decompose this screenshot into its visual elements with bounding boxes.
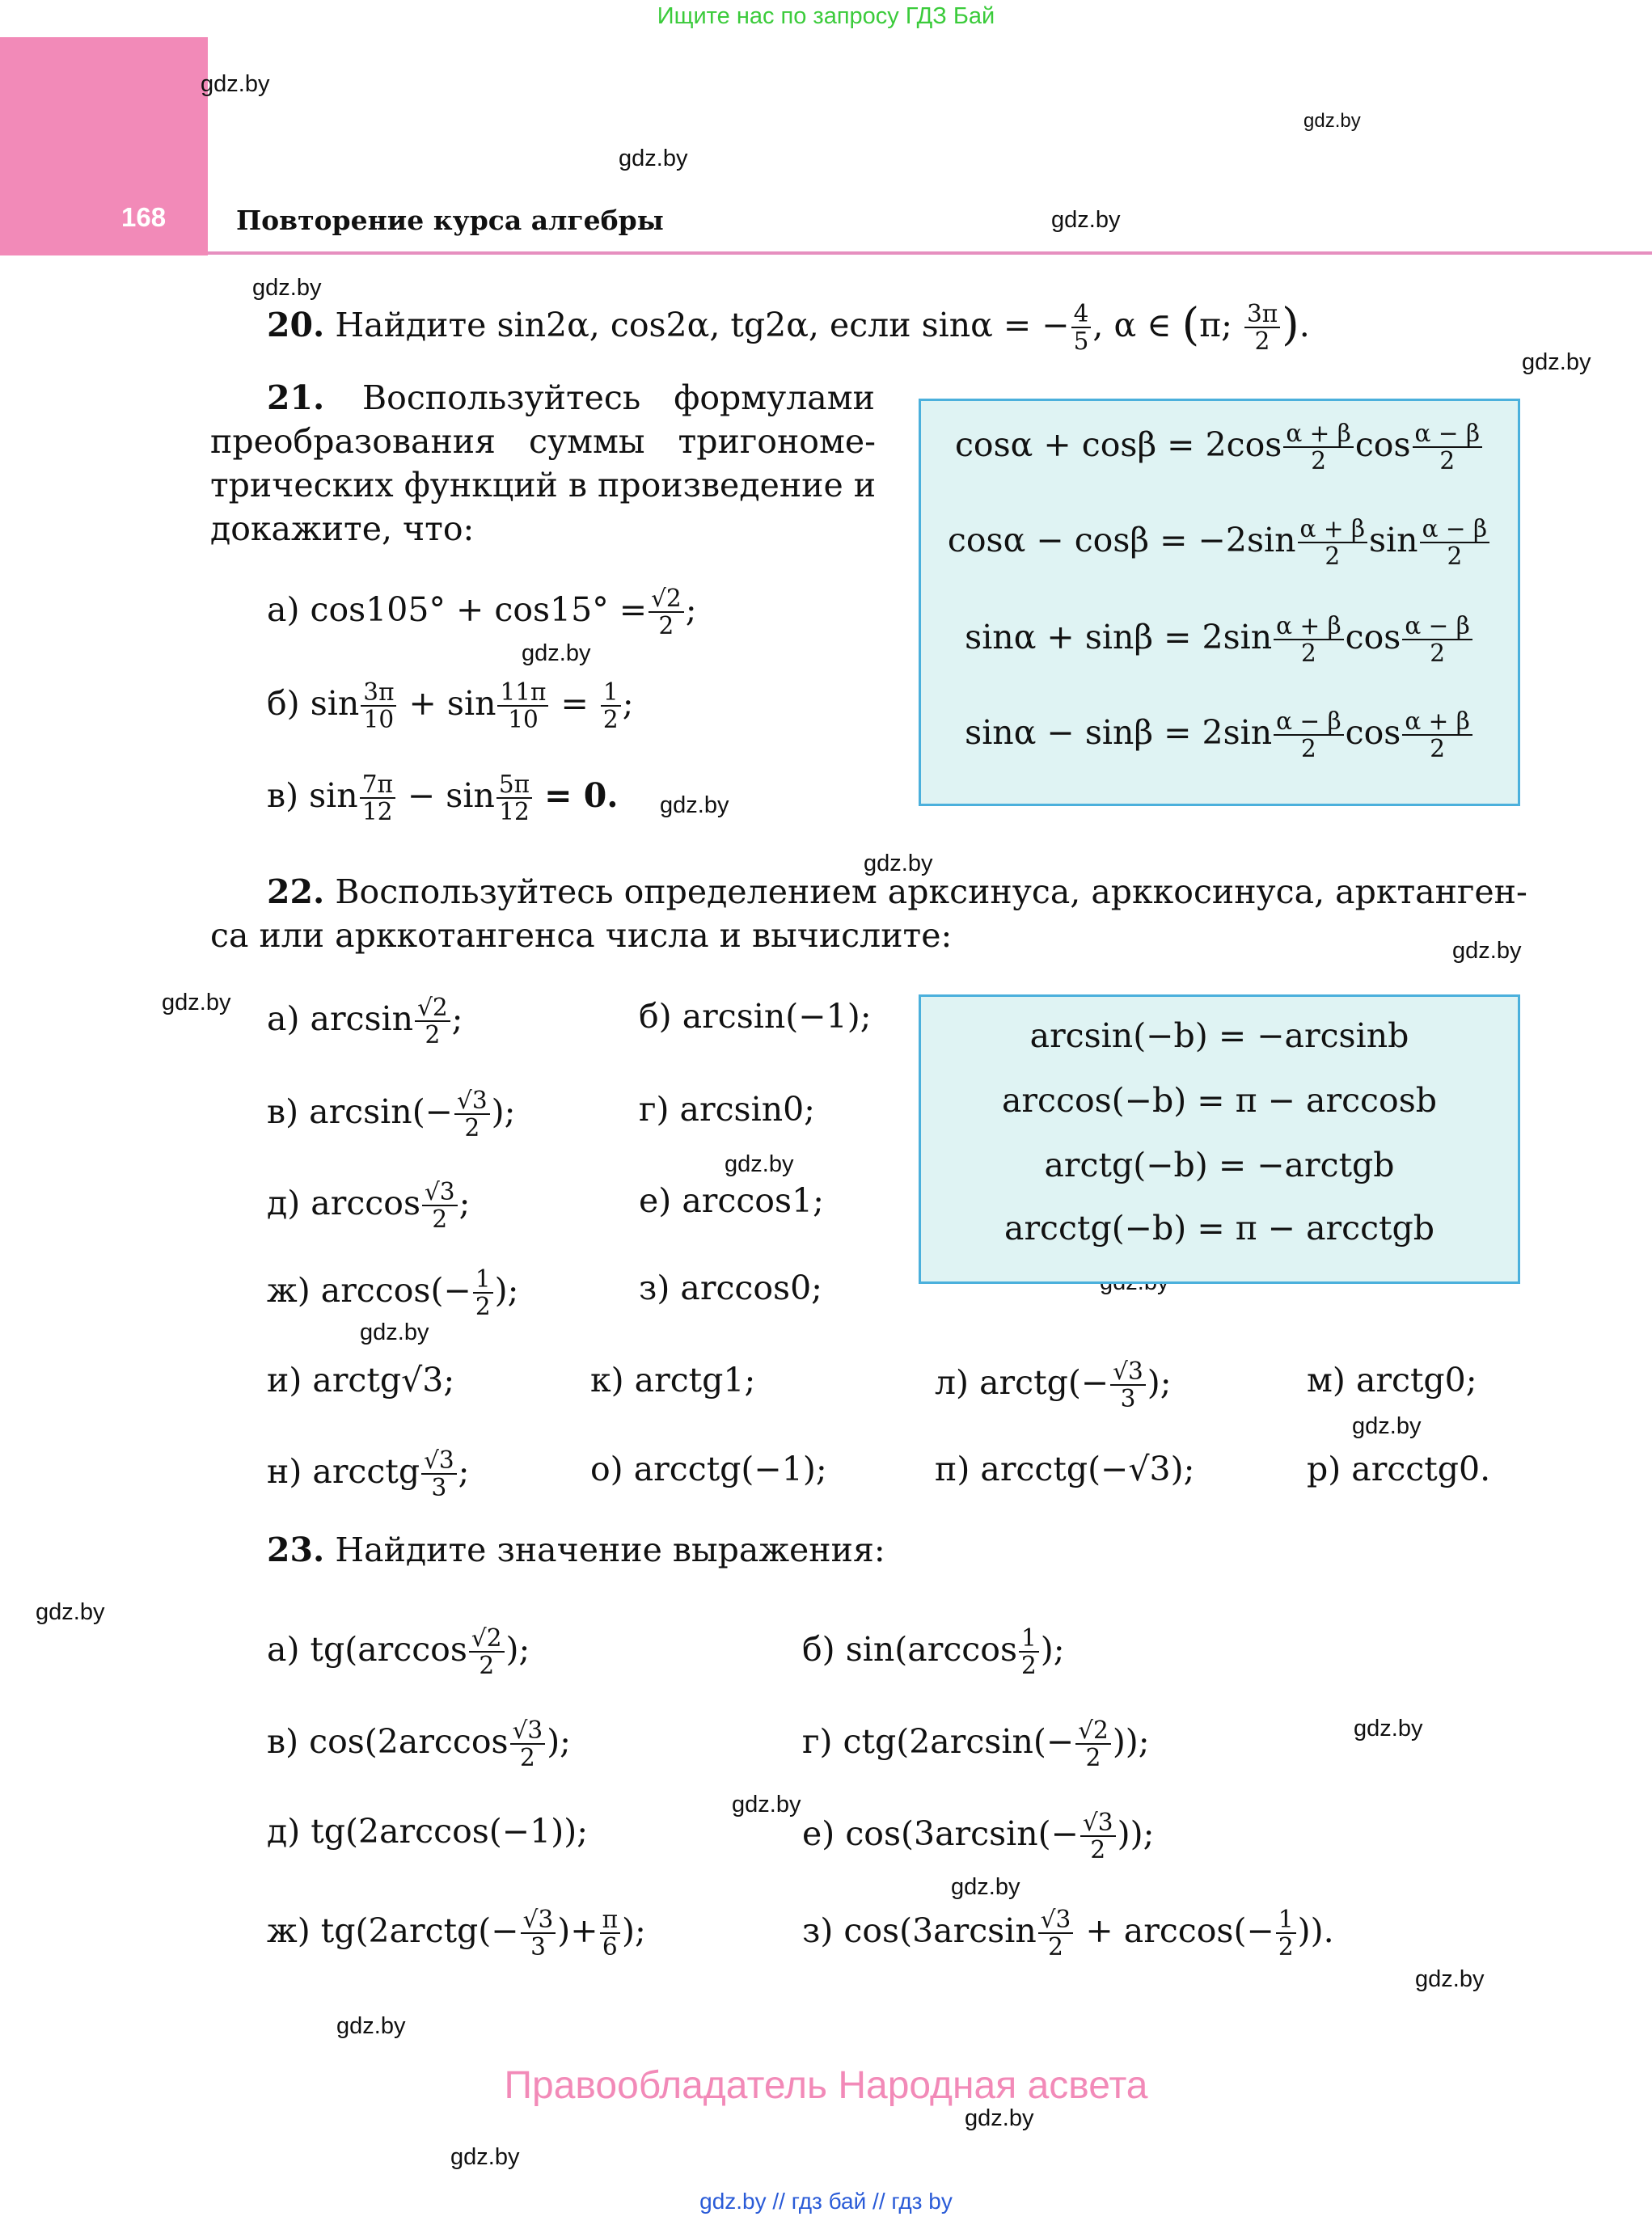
section-title: Повторение курса алгебры [236, 205, 664, 236]
bottom-links[interactable]: gdz.by // гдз бай // гдз by [699, 2189, 953, 2214]
problem-22-line [267, 870, 1527, 914]
expression: sin [309, 775, 358, 815]
problem-22-line: са или арккотангенса числа и вычислите: [210, 916, 953, 955]
numerator: 11π [497, 679, 548, 707]
numerator: 1 [601, 679, 621, 707]
problem-22d: д) arccos $\frac{√3}{2}$ ; [267, 1178, 471, 1234]
problem-number: 22. [267, 872, 325, 911]
top-banner[interactable]: Ищите нас по запросу ГДЗ Бай [657, 3, 995, 29]
page-number: 168 [121, 202, 167, 232]
formula: cosα + cosβ = 2cos $\frac{\alpha + \beta}{2}$ cos $\frac{\alpha - \beta}{2}$ [921, 420, 1518, 475]
watermark: gdz.by [1303, 110, 1361, 132]
watermark: gdz.by [1522, 349, 1591, 375]
formula: arcsin(−b) = −arcsinb [1029, 1016, 1409, 1055]
interval: π; [1199, 305, 1243, 344]
denominator: 12 [362, 798, 393, 826]
problem-23e: е) cos(3arcsin(− $\frac{√3}{2}$ )); [802, 1809, 1155, 1864]
expression: cos105° + cos15° = [310, 589, 648, 629]
watermark: gdz.by [1354, 1716, 1423, 1742]
expression: sin [310, 683, 360, 723]
problem-23v: в) cos(2arccos $\frac{√3}{2}$ ); [267, 1716, 571, 1772]
fraction [601, 679, 621, 733]
formula: arcctg(−b) = π − arcctgb [1004, 1209, 1434, 1248]
watermark: gdz.by [336, 2013, 406, 2039]
formula: arctg(−b) = −arctgb [1044, 1146, 1395, 1184]
expression: + sin [408, 683, 496, 723]
numerator: √2 [649, 585, 684, 613]
watermark: gdz.by [864, 851, 933, 876]
formula: cosα − cosβ = −2sin $\frac{\alpha + \beta}{2}$ sin $\frac{\alpha - \beta}{2}$ [921, 516, 1518, 570]
formula: arccos(−b) = π − arccosb [1001, 1081, 1437, 1120]
problem-22p: п) arcctg(−√3); [935, 1450, 1195, 1488]
fraction [1071, 301, 1092, 355]
problem-22r: р) arcctg0. [1307, 1450, 1491, 1488]
problem-23d: д) tg(2arccos(−1)); [267, 1812, 589, 1851]
problem-text: Найдите sin2α, cos2α, tg2α, если [335, 305, 911, 344]
expression: − sin [407, 775, 495, 815]
watermark: gdz.by [619, 146, 688, 171]
problem-22i: и) arctg√3; [267, 1361, 455, 1400]
problem-23z: з) cos(3arcsin $\frac{√3}{2}$ + arccos(− $\frac{1}{2}$ )). [802, 1906, 1334, 1961]
problem-21b: б) sin $\frac{3\pi}{10}$ + sin $\frac{11\pi}{10}$ = $\frac{1}{2}$ ; [267, 678, 634, 734]
problem-22g: г) arcsin0; [639, 1090, 815, 1129]
watermark: gdz.by [450, 2144, 520, 2170]
watermark: gdz.by [360, 1319, 429, 1345]
formula: sinα + sinβ = 2sin $\frac{\alpha + \beta}{2}$ cos $\frac{\alpha - \beta}{2}$ [921, 613, 1518, 667]
watermark: gdz.by [252, 275, 322, 301]
problem-22l: л) arctg(− $\frac{√3}{3}$ ); [935, 1357, 1172, 1413]
formula-box-inverse-trig [919, 994, 1520, 1284]
problem-21v [267, 771, 619, 825]
watermark: gdz.by [660, 792, 729, 818]
problem-21-line: трических функций в произведение и [210, 466, 877, 505]
problem-22b: б) arcsin(−1); [639, 997, 872, 1036]
numerator: 4 [1071, 301, 1092, 328]
condition: , α ∈ [1092, 305, 1182, 344]
denominator: 12 [499, 798, 530, 826]
watermark: gdz.by [522, 640, 591, 666]
numerator: 5π [496, 771, 532, 799]
fraction [360, 771, 395, 825]
problem-21-line [267, 376, 324, 420]
item-label: в) [267, 775, 299, 815]
problem-22m: м) arctg0; [1307, 1361, 1477, 1400]
problem-text: Найдите значение выражения: [335, 1530, 885, 1569]
denominator: 2 [602, 706, 619, 734]
item-label: а) [267, 589, 300, 629]
numerator: 3π [1244, 301, 1280, 328]
watermark: gdz.by [36, 1599, 105, 1625]
problem-number: 21. [267, 378, 325, 417]
problem-21a: а) cos105° + cos15° = $\frac{√2}{2}$ ; [267, 585, 697, 640]
numerator: 3π [361, 679, 396, 707]
denominator: 10 [363, 706, 395, 734]
copyright-notice: Правообладатель Народная асвета [504, 2064, 1148, 2107]
problem-22z: з) arccos0; [639, 1269, 822, 1307]
problem-text: Воспользуйтесь определением арксинуса, арккосинуса, арктанген- [335, 872, 1527, 911]
fraction [1244, 301, 1280, 355]
watermark: gdz.by [1352, 1413, 1422, 1439]
problem-22a: а) arcsin $\frac{√2}{2}$ ; [267, 994, 463, 1049]
watermark: gdz.by [162, 990, 231, 1015]
denominator: 2 [658, 612, 674, 640]
fraction [497, 679, 548, 733]
problem-number: 23. [267, 1530, 325, 1569]
item-label: б) [267, 683, 300, 723]
problem-23-line [267, 1528, 885, 1572]
problem-22k: к) arctg1; [590, 1361, 756, 1400]
watermark: gdz.by [1452, 938, 1522, 964]
denominator: 2 [1254, 327, 1270, 356]
watermark: gdz.by [732, 1792, 801, 1818]
fraction [496, 771, 532, 825]
problem-21-line: Воспользуйтесь формулами [362, 378, 875, 417]
problem-23g: г) ctg(2arcsin(− $\frac{√2}{2}$ )); [802, 1716, 1150, 1772]
watermark: gdz.by [965, 2105, 1034, 2131]
formula-box-sum-to-product [919, 399, 1520, 806]
problem-21-line: преобразования суммы тригономе- [210, 422, 876, 461]
denominator: 10 [508, 706, 539, 734]
problem-23a: а) tg(arccos $\frac{√2}{2}$ ); [267, 1624, 530, 1680]
watermark: gdz.by [1051, 207, 1121, 233]
watermark: gdz.by [1415, 1966, 1485, 1992]
expression: = [560, 683, 589, 723]
page-tab [0, 37, 208, 255]
numerator: 7π [360, 771, 395, 799]
header-divider [208, 251, 1652, 255]
problem-20: 20. Найдите sin2α, cos2α, tg2α, если sinα = − $\frac{4}{5}$ , α ∈ (π; $\frac{3\pi}{2}$ ). [267, 298, 1310, 356]
problem-23zh: ж) tg(2arctg(− $\frac{√3}{3}$ )+ $\frac{\pi}{6}$ ); [267, 1906, 646, 1961]
denominator: 5 [1073, 327, 1089, 356]
watermark: gdz.by [201, 71, 270, 97]
fraction [361, 679, 396, 733]
problem-number: 20. [267, 305, 325, 344]
problem-22o: о) arcctg(−1); [590, 1450, 827, 1488]
fraction [649, 585, 684, 640]
problem-23b: б) sin(arccos $\frac{1}{2}$ ); [802, 1624, 1065, 1680]
watermark: gdz.by [725, 1151, 794, 1177]
problem-22e: е) arccos1; [639, 1181, 824, 1220]
problem-21-line: докажите, что: [210, 509, 475, 548]
condition: sinα = − [921, 305, 1070, 344]
formula: sinα − sinβ = 2sin $\frac{\alpha - \beta}{2}$ cos $\frac{\alpha + \beta}{2}$ [921, 708, 1518, 762]
problem-22zh: ж) arccos(− $\frac{1}{2}$ ); [267, 1265, 519, 1321]
problem-22n: н) arcctg $\frac{√3}{3}$ ; [267, 1446, 470, 1502]
problem-22v: в) arcsin(− $\frac{√3}{2}$ ); [267, 1087, 516, 1142]
expression: = 0. [544, 775, 619, 815]
watermark: gdz.by [951, 1874, 1020, 1900]
